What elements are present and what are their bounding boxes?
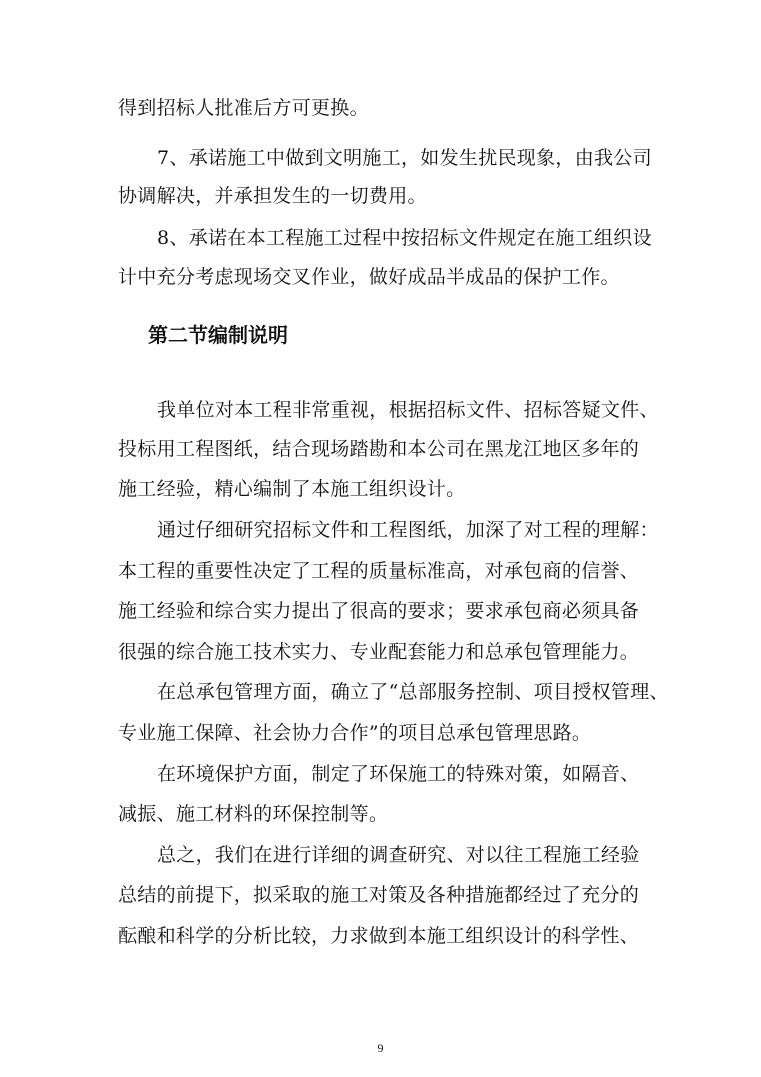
text-line: 计中充分考虑现场交叉作业，做好成品半成品的保护工作。 [118,266,620,288]
text-line: 得到招标人批准后方可更换。 [118,97,369,119]
text-line: 很强的综合施工技术实力、专业配套能力和总承包管理能力。 [118,641,640,663]
text-line: 减振、施工材料的环保控制等。 [118,803,389,825]
text-line: 8、承诺在本工程施工过程中按招标文件规定在施工组织设 [157,227,652,249]
text-line: 投标用工程图纸，结合现场踏勘和本公司在黑龙江地区多年的 [118,438,640,460]
text-line: 在总承包管理方面，确立了“总部服务控制、项目授权管理、 [157,681,669,703]
text-line: 7、承诺施工中做到文明施工，如发生扰民现象，由我公司 [157,147,652,169]
page-number: 9 [377,1041,384,1055]
text-line: 总之，我们在进行详细的调查研究、对以往工程施工经验 [157,844,640,866]
text-line: 我单位对本工程非常重视，根据招标文件、招标答疑文件、 [157,399,659,421]
text-line: 在环境保护方面，制定了环保施工的特殊对策，如隔音、 [157,763,640,785]
section-heading: 第二节编制说明 [148,323,288,347]
text-line: 通过仔细研究招标文件和工程图纸，加深了对工程的理解： [157,519,659,541]
text-line: 本工程的重要性决定了工程的质量标准高，对承包商的信誉、 [118,560,640,582]
text-line: 施工经验和综合实力提出了很高的要求；要求承包商必须具备 [118,600,640,622]
text-line: 总结的前提下，拟采取的施工对策及各种措施都经过了充分的 [118,884,640,906]
text-line: 协调解决，并承担发生的一切费用。 [118,185,427,207]
text-line: 酝酿和科学的分析比较，力求做到本施工组织设计的科学性、 [118,925,640,947]
text-line: 施工经验，精心编制了本施工组织设计。 [118,478,466,500]
text-line: 专业施工保障、社会协力合作”的项目总承包管理思路。 [118,722,592,744]
